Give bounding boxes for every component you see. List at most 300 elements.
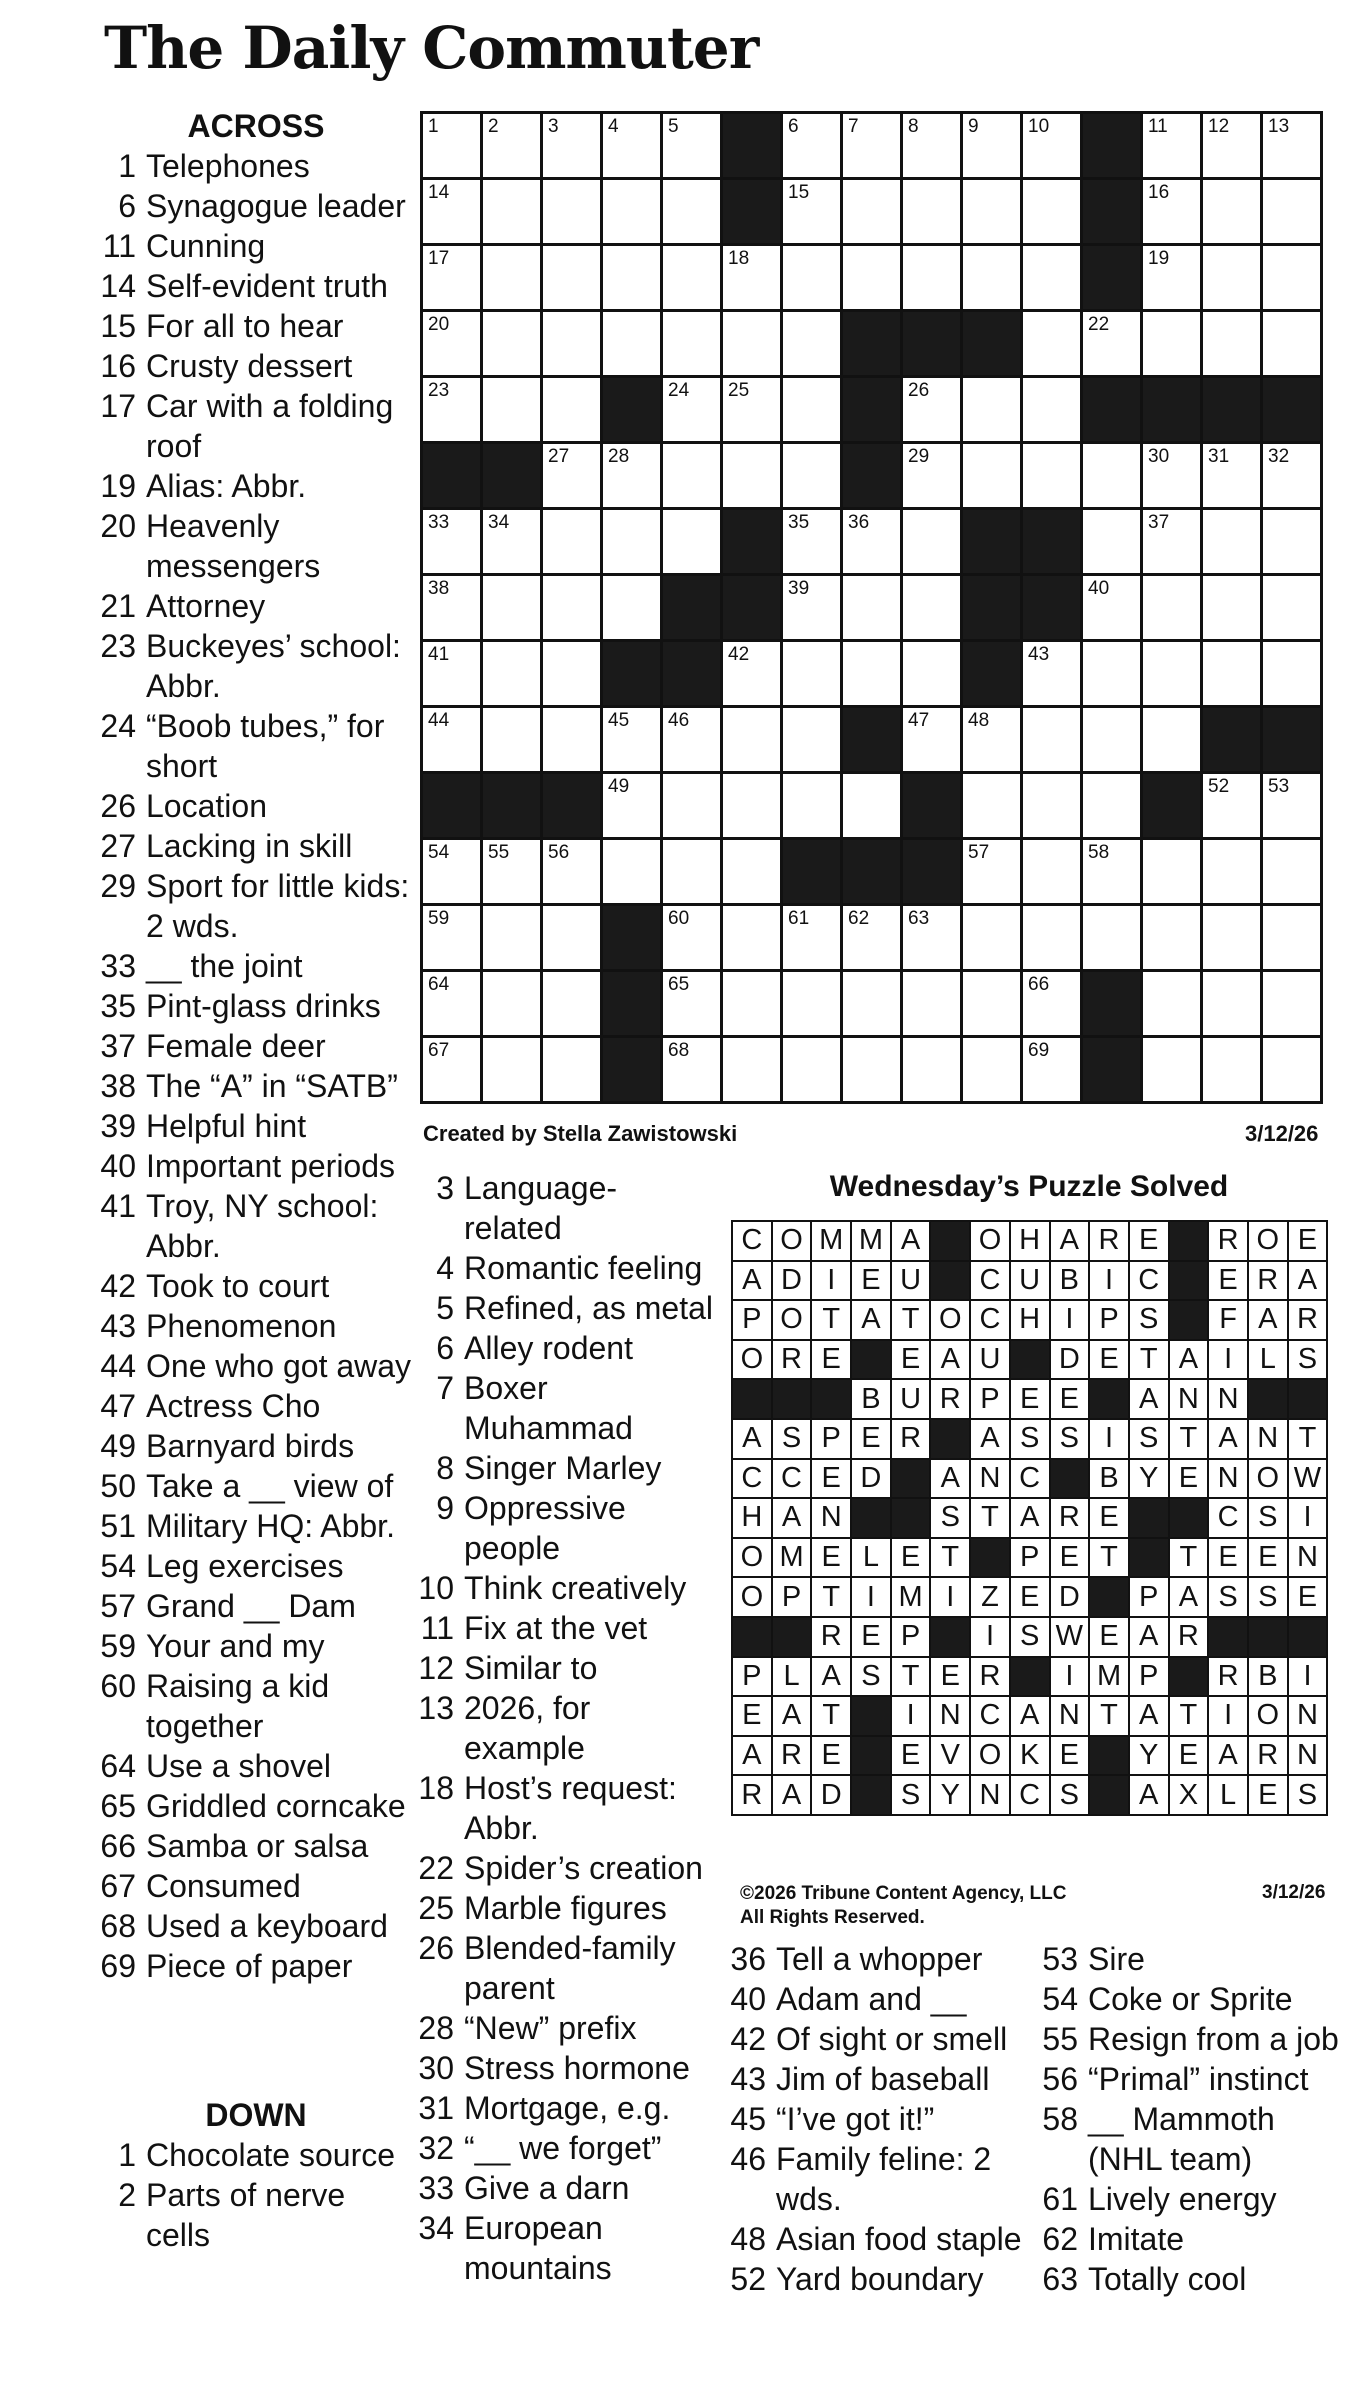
clue-item [96, 306, 416, 346]
solution-letter: C [971, 1301, 1011, 1341]
cell-number: 46 [668, 710, 690, 731]
grid-cell[interactable] [783, 708, 843, 774]
grid-cell[interactable] [543, 642, 603, 708]
clue-number: 39 [100, 1108, 136, 1144]
solution-letter: R [931, 1380, 971, 1420]
clue-text: Jim of baseball [776, 2061, 990, 2097]
black-square [783, 840, 843, 906]
cell-number: 9 [968, 116, 979, 137]
clue-item [96, 946, 416, 986]
black-square [1143, 774, 1203, 840]
grid-cell[interactable] [963, 114, 1023, 180]
grid-cell[interactable] [1083, 312, 1143, 378]
grid-cell[interactable] [723, 708, 783, 774]
grid-cell[interactable] [1203, 840, 1263, 906]
grid-cell[interactable] [1263, 840, 1323, 906]
clue-item [1038, 2019, 1348, 2059]
solution-letter: D [1051, 1578, 1091, 1618]
grid-cell[interactable] [543, 708, 603, 774]
clue-item [726, 2019, 1026, 2059]
clue-item [96, 826, 416, 866]
black-square [723, 576, 783, 642]
grid-cell[interactable] [1023, 972, 1083, 1038]
grid-cell[interactable] [843, 1038, 903, 1104]
solution-letter: E [892, 1539, 932, 1579]
cell-number: 12 [1208, 116, 1230, 137]
grid-cell[interactable] [783, 444, 843, 510]
clue-item [726, 2219, 1026, 2259]
clue-number: 2 [118, 2177, 136, 2213]
clue-number: 18 [418, 1770, 454, 1806]
grid-cell[interactable] [783, 972, 843, 1038]
grid-cell[interactable] [423, 180, 483, 246]
grid-cell[interactable] [903, 642, 963, 708]
grid-cell[interactable] [1083, 444, 1143, 510]
grid-cell[interactable] [543, 972, 603, 1038]
grid-cell[interactable] [543, 246, 603, 312]
solution-black-square [852, 1499, 892, 1539]
grid-cell[interactable] [843, 246, 903, 312]
solution-letter: S [852, 1658, 892, 1698]
grid-cell[interactable] [723, 378, 783, 444]
solution-letter: R [812, 1618, 852, 1658]
cell-number: 4 [608, 116, 619, 137]
grid-cell[interactable] [1143, 708, 1203, 774]
grid-cell[interactable] [903, 906, 963, 972]
grid-cell[interactable] [1203, 444, 1263, 510]
grid-cell[interactable] [1263, 510, 1323, 576]
grid-cell[interactable] [1263, 444, 1323, 510]
grid-cell[interactable] [663, 972, 723, 1038]
grid-cell[interactable] [1263, 972, 1323, 1038]
solution-black-square [852, 1737, 892, 1777]
grid-cell[interactable] [423, 642, 483, 708]
solution-letter: O [931, 1301, 971, 1341]
solution-letter: N [1289, 1737, 1329, 1777]
grid-cell[interactable] [783, 1038, 843, 1104]
grid-cell[interactable] [783, 246, 843, 312]
clue-text: Helpful hint [146, 1108, 307, 1144]
grid-cell[interactable] [783, 114, 843, 180]
grid-cell[interactable] [903, 1038, 963, 1104]
cell-number: 68 [668, 1040, 690, 1061]
grid-cell[interactable] [1263, 246, 1323, 312]
solution-letter: S [773, 1420, 813, 1460]
solution-letter: I [852, 1578, 892, 1618]
clue-text: Military HQ: Abbr. [146, 1508, 395, 1544]
grid-cell[interactable] [663, 378, 723, 444]
grid-cell[interactable] [1143, 510, 1203, 576]
grid-cell[interactable] [543, 1038, 603, 1104]
grid-cell[interactable] [423, 378, 483, 444]
grid-cell[interactable] [1023, 642, 1083, 708]
grid-cell[interactable] [1263, 312, 1323, 378]
grid-cell[interactable] [783, 312, 843, 378]
grid-cell[interactable] [1203, 642, 1263, 708]
grid-cell[interactable] [1083, 708, 1143, 774]
grid-cell[interactable] [603, 246, 663, 312]
solution-letter: I [1051, 1301, 1091, 1341]
grid-cell[interactable] [423, 708, 483, 774]
grid-cell[interactable] [723, 840, 783, 906]
clue-text: Actress Cho [146, 1388, 321, 1424]
grid-cell[interactable] [963, 378, 1023, 444]
solution-black-square [931, 1262, 971, 1302]
grid-cell[interactable] [603, 708, 663, 774]
grid-cell[interactable] [543, 180, 603, 246]
grid-cell[interactable] [1023, 180, 1083, 246]
clue-number: 68 [100, 1908, 136, 1944]
grid-cell[interactable] [483, 1038, 543, 1104]
grid-cell[interactable] [903, 246, 963, 312]
grid-cell[interactable] [963, 246, 1023, 312]
grid-cell[interactable] [783, 642, 843, 708]
clue-number: 5 [436, 1290, 454, 1326]
clue-text: Self-evident truth [146, 268, 388, 304]
grid-cell[interactable] [1143, 906, 1203, 972]
clue-number: 33 [100, 948, 136, 984]
solution-letter: N [1289, 1697, 1329, 1737]
grid-cell[interactable] [483, 972, 543, 1038]
cell-number: 17 [428, 248, 450, 269]
grid-cell[interactable] [483, 840, 543, 906]
clue-number: 54 [1042, 1981, 1078, 2017]
solution-letter: T [812, 1578, 852, 1618]
grid-cell[interactable] [423, 972, 483, 1038]
solution-letter: R [892, 1420, 932, 1460]
grid-cell[interactable] [903, 444, 963, 510]
grid-cell[interactable] [783, 774, 843, 840]
grid-cell[interactable] [963, 444, 1023, 510]
grid-cell[interactable] [603, 444, 663, 510]
grid-cell[interactable] [663, 180, 723, 246]
clue-text: Give a darn [464, 2170, 630, 2206]
grid-cell[interactable] [1083, 642, 1143, 708]
grid-cell[interactable] [723, 1038, 783, 1104]
solution-letter: N [931, 1697, 971, 1737]
grid-cell[interactable] [1203, 114, 1263, 180]
grid-cell[interactable] [903, 114, 963, 180]
grid-cell[interactable] [1203, 510, 1263, 576]
grid-cell[interactable] [1143, 972, 1203, 1038]
grid-cell[interactable] [843, 180, 903, 246]
grid-cell[interactable] [843, 576, 903, 642]
solution-letter: P [892, 1618, 932, 1658]
grid-cell[interactable] [483, 510, 543, 576]
grid-cell[interactable] [963, 972, 1023, 1038]
clue-item [96, 266, 416, 306]
grid-cell[interactable] [963, 708, 1023, 774]
solution-letter: P [1090, 1301, 1130, 1341]
grid-cell[interactable] [1263, 576, 1323, 642]
grid-cell[interactable] [1203, 312, 1263, 378]
cell-number: 24 [668, 380, 690, 401]
grid-cell[interactable] [1143, 1038, 1203, 1104]
clue-number: 13 [418, 1690, 454, 1726]
clue-text: Barnyard birds [146, 1428, 355, 1464]
solution-letter: R [1209, 1658, 1249, 1698]
grid-cell[interactable] [663, 774, 723, 840]
solution-letter: E [1209, 1262, 1249, 1302]
grid-cell[interactable] [903, 378, 963, 444]
grid-cell[interactable] [663, 906, 723, 972]
grid-cell[interactable] [723, 774, 783, 840]
grid-cell[interactable] [1083, 576, 1143, 642]
grid-cell[interactable] [663, 246, 723, 312]
clue-item [726, 2259, 1026, 2299]
puzzle-date: 3/12/26 [1245, 1121, 1319, 1146]
grid-cell[interactable] [1203, 1038, 1263, 1104]
grid-cell[interactable] [1143, 114, 1203, 180]
grid-cell[interactable] [423, 114, 483, 180]
grid-cell[interactable] [483, 246, 543, 312]
grid-cell[interactable] [1263, 774, 1323, 840]
clue-item [1038, 2219, 1348, 2259]
solution-letter: C [733, 1222, 773, 1262]
clue-number: 21 [100, 588, 136, 624]
clue-number: 59 [100, 1628, 136, 1664]
grid-cell[interactable] [843, 906, 903, 972]
grid-cell[interactable] [723, 312, 783, 378]
grid-cell[interactable] [1023, 774, 1083, 840]
grid-cell[interactable] [1023, 444, 1083, 510]
grid-cell[interactable] [543, 378, 603, 444]
grid-cell[interactable] [1203, 774, 1263, 840]
grid-cell[interactable] [903, 972, 963, 1038]
grid-cell[interactable] [1203, 972, 1263, 1038]
grid-cell[interactable] [543, 906, 603, 972]
grid-cell[interactable] [603, 840, 663, 906]
grid-cell[interactable] [963, 180, 1023, 246]
grid-cell[interactable] [1203, 906, 1263, 972]
clue-item [96, 786, 416, 826]
grid-cell[interactable] [663, 510, 723, 576]
grid-cell[interactable] [903, 180, 963, 246]
clue-item [96, 1586, 416, 1626]
grid-cell[interactable] [543, 312, 603, 378]
clue-number: 42 [100, 1268, 136, 1304]
clue-text: Coke or Sprite [1088, 1981, 1293, 2017]
clue-number: 52 [730, 2261, 766, 2297]
solution-black-square [971, 1539, 1011, 1579]
grid-cell[interactable] [963, 840, 1023, 906]
grid-cell[interactable] [783, 906, 843, 972]
solution-letter: Y [931, 1776, 971, 1816]
clue-text: European mountains [464, 2210, 612, 2286]
grid-cell[interactable] [603, 576, 663, 642]
grid-cell[interactable] [843, 510, 903, 576]
grid-cell[interactable] [723, 906, 783, 972]
grid-cell[interactable] [603, 180, 663, 246]
grid-cell[interactable] [843, 642, 903, 708]
grid-cell[interactable] [723, 642, 783, 708]
grid-cell[interactable] [1263, 1038, 1323, 1104]
solution-letter: E [892, 1737, 932, 1777]
grid-cell[interactable] [663, 312, 723, 378]
grid-cell[interactable] [483, 642, 543, 708]
grid-cell[interactable] [783, 510, 843, 576]
grid-cell[interactable] [603, 510, 663, 576]
grid-cell[interactable] [1143, 246, 1203, 312]
grid-cell[interactable] [603, 114, 663, 180]
grid-cell[interactable] [483, 378, 543, 444]
grid-cell[interactable] [903, 510, 963, 576]
clue-text: Alley rodent [464, 1330, 633, 1366]
clue-item [414, 2168, 714, 2208]
grid-cell[interactable] [543, 576, 603, 642]
grid-cell[interactable] [1263, 114, 1323, 180]
solution-letter: P [1011, 1539, 1051, 1579]
clue-text: Marble figures [464, 1890, 667, 1926]
grid-cell[interactable] [1083, 774, 1143, 840]
clue-number: 8 [436, 1450, 454, 1486]
grid-cell[interactable] [543, 840, 603, 906]
black-square [723, 510, 783, 576]
clue-text: Parts of nerve cells [146, 2177, 346, 2253]
grid-cell[interactable] [783, 378, 843, 444]
solution-letter: A [892, 1222, 932, 1262]
grid-cell[interactable] [483, 576, 543, 642]
grid-cell[interactable] [663, 708, 723, 774]
grid-cell[interactable] [783, 180, 843, 246]
grid-cell[interactable] [1143, 576, 1203, 642]
grid-cell[interactable] [1023, 378, 1083, 444]
grid-cell[interactable] [843, 972, 903, 1038]
grid-cell[interactable] [783, 576, 843, 642]
grid-cell[interactable] [1023, 708, 1083, 774]
grid-cell[interactable] [423, 510, 483, 576]
solution-black-square [852, 1776, 892, 1816]
solution-letter: E [1011, 1380, 1051, 1420]
grid-cell[interactable] [723, 246, 783, 312]
grid-cell[interactable] [1203, 246, 1263, 312]
grid-cell[interactable] [1143, 180, 1203, 246]
solution-letter: T [1170, 1420, 1210, 1460]
black-square [1263, 708, 1323, 774]
grid-cell[interactable] [663, 444, 723, 510]
solution-letter: T [1090, 1697, 1130, 1737]
grid-cell[interactable] [1263, 180, 1323, 246]
cell-number: 26 [908, 380, 930, 401]
clue-item [96, 986, 416, 1026]
grid-cell[interactable] [1263, 642, 1323, 708]
solution-letter: R [733, 1776, 773, 1816]
black-square [663, 642, 723, 708]
grid-cell[interactable] [1263, 906, 1323, 972]
grid-cell[interactable] [1203, 576, 1263, 642]
solution-letter: B [1249, 1658, 1289, 1698]
clue-text: Buckeyes’ school: Abbr. [146, 628, 401, 704]
grid-cell[interactable] [903, 576, 963, 642]
solution-letter: E [852, 1618, 892, 1658]
solution-black-square [852, 1697, 892, 1737]
grid-cell[interactable] [1023, 246, 1083, 312]
clue-text: Tell a whopper [776, 1941, 983, 1977]
clue-text: Leg exercises [146, 1548, 344, 1584]
grid-cell[interactable] [603, 774, 663, 840]
solution-grid [731, 1220, 1328, 1816]
clue-text: Griddled corncake [146, 1788, 406, 1824]
solution-letter: M [1090, 1658, 1130, 1698]
grid-cell[interactable] [1203, 180, 1263, 246]
solution-letter: E [852, 1420, 892, 1460]
grid-cell[interactable] [1083, 840, 1143, 906]
solution-letter: I [1090, 1262, 1130, 1302]
solution-date: 3/12/26 [1262, 1882, 1326, 1903]
grid-cell[interactable] [543, 510, 603, 576]
clue-text: One who got away [146, 1348, 412, 1384]
grid-cell[interactable] [1023, 906, 1083, 972]
grid-cell[interactable] [1143, 444, 1203, 510]
clue-number: 55 [1042, 2021, 1078, 2057]
grid-cell[interactable] [483, 708, 543, 774]
solution-letter: R [1289, 1301, 1329, 1341]
grid-cell[interactable] [843, 114, 903, 180]
grid-cell[interactable] [1143, 312, 1203, 378]
cell-number: 64 [428, 974, 450, 995]
grid-cell[interactable] [603, 312, 663, 378]
grid-cell[interactable] [963, 1038, 1023, 1104]
solution-letter: O [1249, 1697, 1289, 1737]
grid-cell[interactable] [483, 906, 543, 972]
cell-number: 34 [488, 512, 510, 533]
solution-letter: R [1249, 1737, 1289, 1777]
clue-item [414, 1928, 714, 2008]
grid-cell[interactable] [723, 444, 783, 510]
solution-letter: N [812, 1499, 852, 1539]
solution-letter: T [1289, 1420, 1329, 1460]
grid-cell[interactable] [423, 576, 483, 642]
clue-item [96, 1386, 416, 1426]
grid-cell[interactable] [1023, 1038, 1083, 1104]
grid-cell[interactable] [723, 972, 783, 1038]
grid-cell[interactable] [543, 444, 603, 510]
grid-cell[interactable] [423, 906, 483, 972]
grid-cell[interactable] [903, 708, 963, 774]
grid-cell[interactable] [963, 906, 1023, 972]
grid-cell[interactable] [1023, 312, 1083, 378]
down-clues-column-2 [414, 1168, 714, 2288]
grid-cell[interactable] [1023, 114, 1083, 180]
grid-cell[interactable] [1143, 840, 1203, 906]
grid-cell[interactable] [663, 1038, 723, 1104]
grid-cell[interactable] [483, 180, 543, 246]
grid-cell[interactable] [483, 114, 543, 180]
grid-cell[interactable] [483, 312, 543, 378]
clue-item [96, 1026, 416, 1066]
grid-cell[interactable] [423, 840, 483, 906]
grid-cell[interactable] [963, 774, 1023, 840]
cell-number: 28 [608, 446, 630, 467]
grid-cell[interactable] [663, 114, 723, 180]
solution-letter: C [1011, 1776, 1051, 1816]
clue-text: Stress hormone [464, 2050, 690, 2086]
solution-letter: A [1289, 1262, 1329, 1302]
clue-item [96, 1466, 416, 1506]
grid-cell[interactable] [423, 312, 483, 378]
grid-cell[interactable] [1143, 642, 1203, 708]
grid-cell[interactable] [543, 114, 603, 180]
grid-cell[interactable] [663, 840, 723, 906]
grid-cell[interactable] [1083, 906, 1143, 972]
solution-letter: I [892, 1697, 932, 1737]
grid-cell[interactable] [1023, 840, 1083, 906]
grid-cell[interactable] [843, 774, 903, 840]
solution-letter: E [1170, 1460, 1210, 1500]
grid-cell[interactable] [423, 1038, 483, 1104]
grid-cell[interactable] [1083, 510, 1143, 576]
grid-cell[interactable] [423, 246, 483, 312]
